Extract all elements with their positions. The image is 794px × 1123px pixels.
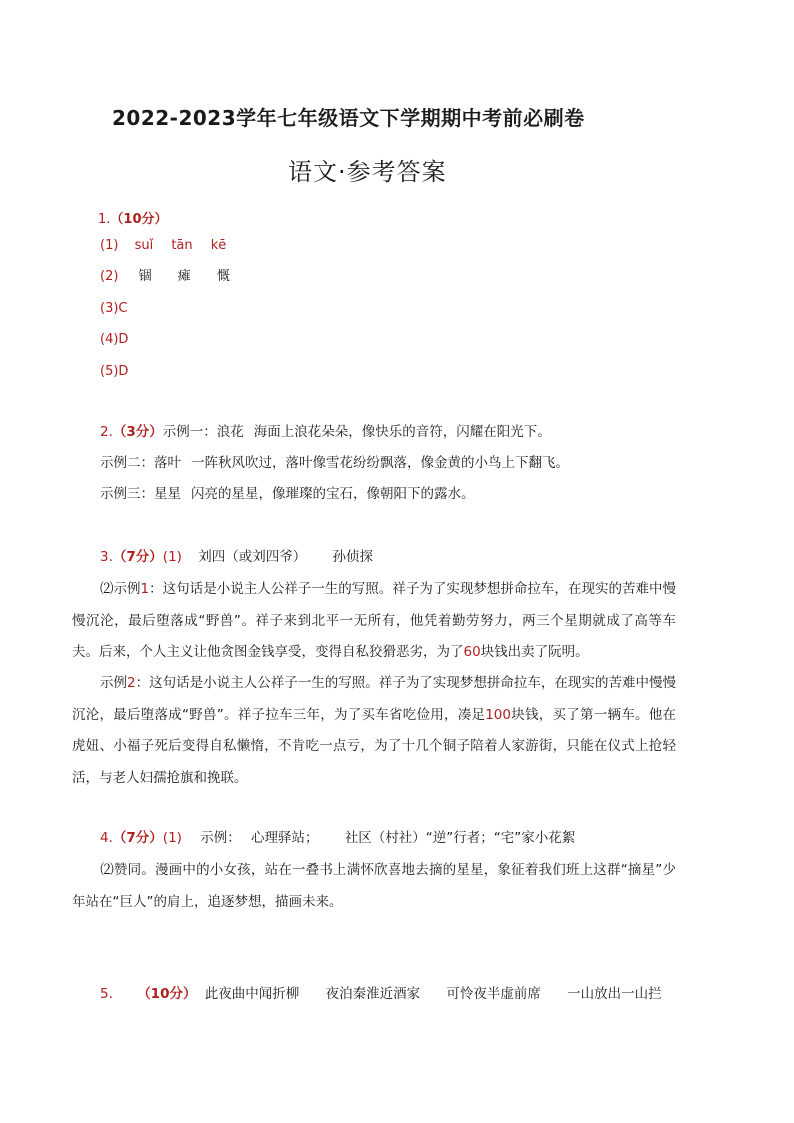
q3-ex1-num2: 60 <box>463 644 481 660</box>
q2-line-1 <box>100 426 551 440</box>
q3-ex2-text: ：这句话是小说主人公祥子一生的写照。祥子为了实现梦想拼命拉车，在现实的苦难中慢慢沉沦，最后堕落成“野兽”。祥子拉车三年，为了买车省吃俭用，凑足 <box>72 675 677 723</box>
q1-answer: D <box>118 364 129 379</box>
q2-sentence: 海面上浪花朵朵，像快乐的音符，闪耀在阳光下。 <box>253 424 551 440</box>
q2-line-2 <box>100 457 569 471</box>
q2-label: 2. <box>100 424 113 440</box>
q1-heading <box>98 208 168 227</box>
q5-answer-2: 夜泊秦淮近酒家 <box>325 986 421 1002</box>
q1-item-num: (3) <box>100 301 119 316</box>
q1-label: 1. <box>98 212 111 227</box>
q4-answer-b: 心理驿站； <box>251 830 319 846</box>
q4-answer-a: 示例： <box>200 830 241 846</box>
q1-answer: C <box>118 301 128 316</box>
q5-answer-3: 可怜夜半虚前席 <box>446 986 541 1002</box>
q5-score: （10分） <box>137 986 197 1002</box>
q1-item-num: (5) <box>100 364 119 379</box>
q4-label: 4. <box>100 830 113 846</box>
q1-item-3 <box>100 302 128 315</box>
q1-pinyin-1: suǐ <box>134 238 154 253</box>
q1-item-num: (4) <box>100 332 119 347</box>
q3-ex1-lead: ⑵示例 <box>100 581 141 597</box>
q3-ex2-text2: 块钱，买了第一辆车。他在虎妞、小福子死后变得自私懒惰，不肯吃一点亏，为了十几个铜子陪着人家游街，只能在仪式上抢轻活，与老人妇孺抢旗和挽联。 <box>72 706 676 786</box>
q3-ex1-text: ：这句话是小说主人公祥子一生的写照。祥子为了实现梦想拼命拉车，在现实的苦难中慢慢沉沦，最后堕落成“野兽”。祥子来到北平一无所有，他凭着勤劳努力，两三个星期就成了高等车夫。后来，个人主义让他贪图金钱享受，变得自私狡猾恶劣，为了 <box>72 581 677 660</box>
q3-ex2-num: 2 <box>127 675 136 691</box>
q3-line-1 <box>100 551 373 565</box>
q1-item-4 <box>100 333 128 346</box>
q1-item-num: (2) <box>100 269 119 284</box>
q3-example-2 <box>72 668 676 794</box>
q1-pinyin-2: tān <box>171 238 193 253</box>
q5-answer-4: 一山放出一山拦 <box>567 986 662 1002</box>
q3-ex2-lead: 示例 <box>100 675 128 691</box>
q1-answer: D <box>118 332 129 347</box>
q3-ex1-text2: 块钱出卖了阮明。 <box>480 644 589 660</box>
q1-item-5 <box>100 365 128 378</box>
page-title: 2022-2023学年七年级语文下学期期中考前必刷卷 <box>112 106 585 130</box>
q3-answer-a: 刘四（或刘四爷） <box>198 549 307 565</box>
q4-score: （7分） <box>112 830 163 846</box>
q2-word: 落叶 <box>154 455 181 471</box>
q2-sentence: 一阵秋风吹过，落叶像雪花纷纷飘落，像金黄的小鸟上下翻飞。 <box>191 455 569 471</box>
q4-line-1 <box>100 832 575 846</box>
q5-answer-1: 此夜曲中闻折柳 <box>204 986 300 1002</box>
q4-p2-text: ⑵赞同。漫画中的小女孩，站在一叠书上满怀欣喜地去摘的星星，象征着我们班上这群“摘星”少年站在“巨人”的肩上，追逐梦想，描画未来。 <box>72 862 676 910</box>
q1-item-2 <box>100 270 230 283</box>
q1-pinyin-3: kē <box>210 238 227 253</box>
q1-char-3: 慨 <box>216 269 230 284</box>
q4-answer-c: 社区（村社）“逆”行者；“宅”家小花絮 <box>344 830 576 846</box>
q3-answer-b: 孙侦探 <box>332 549 374 565</box>
q1-char-1: 锢 <box>138 269 152 284</box>
q2-line-3 <box>100 488 475 502</box>
q2-word: 星星 <box>154 486 181 502</box>
q2-sentence: 闪亮的星星，像璀璨的宝石，像朝阳下的露水。 <box>191 486 475 502</box>
q3-example-1 <box>72 574 676 669</box>
q2-score: （3分） <box>112 424 163 440</box>
q5-line <box>100 988 662 1002</box>
q1-item-1 <box>100 239 226 252</box>
q3-label: 3. <box>100 549 113 565</box>
q3-ex2-num2: 100 <box>485 706 511 723</box>
q1-char-2: 瘫 <box>177 269 191 284</box>
q1-score: （10分） <box>110 212 168 227</box>
q2-prefix: 示例一： <box>162 424 217 440</box>
q2-word: 浪花 <box>216 424 244 440</box>
q3-ex1-num: 1 <box>140 581 150 597</box>
q4-part-2 <box>72 855 676 918</box>
q1-item-num: (1) <box>100 238 119 253</box>
page-subtitle: 语文·参考答案 <box>288 158 447 186</box>
q4-part-num: (1) <box>162 830 182 846</box>
q3-score: （7分） <box>112 549 163 565</box>
q2-prefix: 示例二： <box>100 455 154 471</box>
q3-part-num: (1) <box>162 549 182 565</box>
q5-label: 5. <box>100 986 113 1002</box>
q2-prefix: 示例三： <box>100 486 154 502</box>
